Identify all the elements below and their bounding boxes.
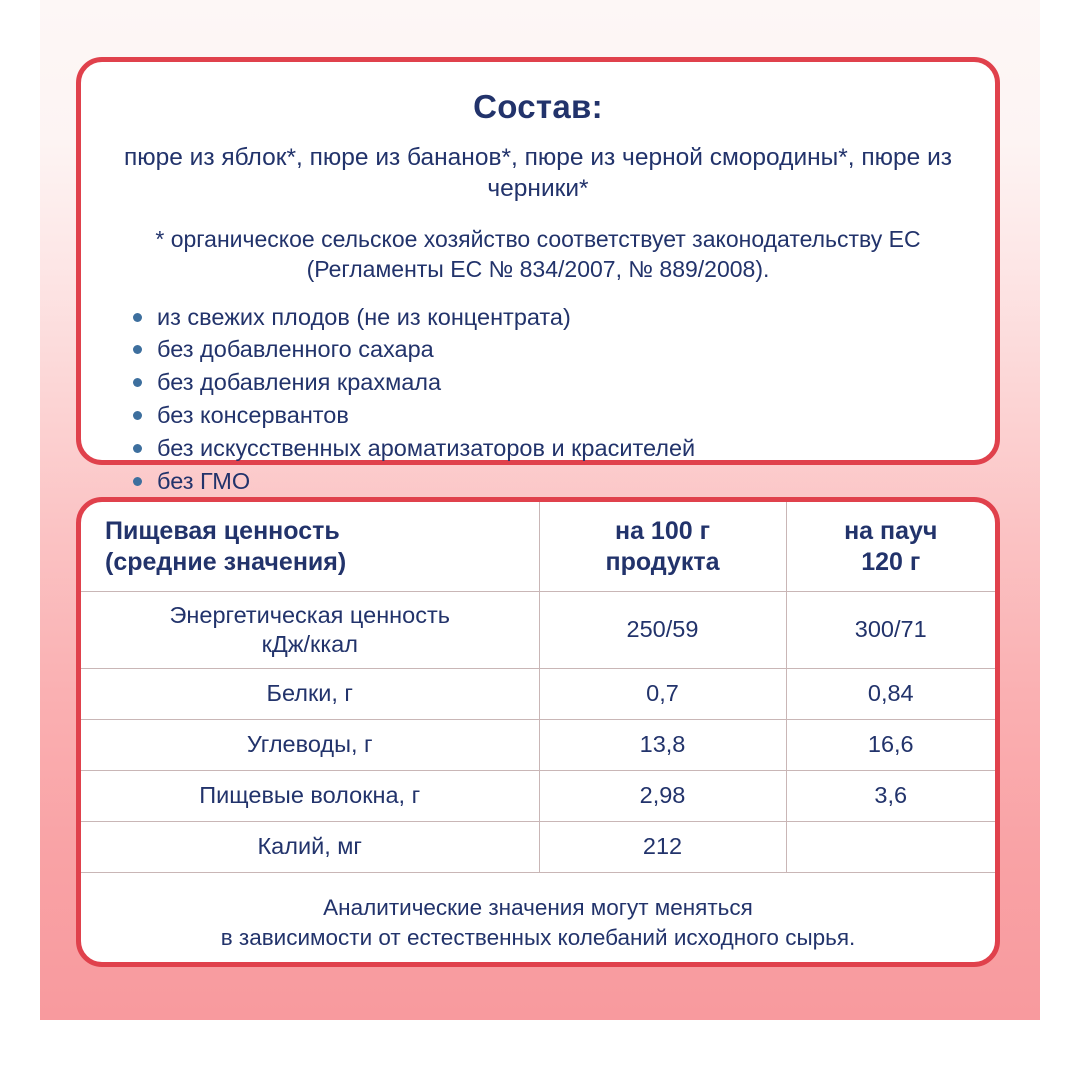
cell-nutrient-name: Калий, мг <box>81 822 539 873</box>
nutrition-footnote <box>81 873 995 953</box>
cell-per-pouch: 3,6 <box>786 771 995 822</box>
column-header-per-100g <box>539 502 786 592</box>
list-item <box>81 366 995 399</box>
nutrient-name-line-1: Энергетическая ценность <box>169 601 450 628</box>
column-header-per-pouch-line-2: 120 г <box>861 547 921 576</box>
column-header-per-pouch-line-1: на пауч <box>844 517 938 545</box>
list-item <box>81 301 995 334</box>
table-row <box>81 592 995 669</box>
nutrient-name-line-2: кДж/ккал <box>261 631 358 657</box>
composition-title: Состав: <box>473 88 603 125</box>
cell-nutrient-name <box>81 592 539 669</box>
table-row <box>81 720 995 771</box>
column-header-per-pouch <box>786 502 995 592</box>
cell-nutrient-name: Пищевые волокна, г <box>81 771 539 822</box>
list-item <box>81 399 995 432</box>
cell-nutrient-name: Белки, г <box>81 669 539 720</box>
nutrition-table-body <box>81 592 995 873</box>
nutrition-table <box>81 502 995 873</box>
list-item <box>81 432 995 465</box>
bullet-dot-icon <box>133 378 142 387</box>
claim-text: без ГМО <box>157 467 251 494</box>
nutrition-footnote-line-2: в зависимости от естественных колебаний исходного сырья. <box>220 925 856 951</box>
column-header-per-100g-line-2: продукта <box>605 547 720 576</box>
cell-per-pouch: 0,84 <box>786 669 995 720</box>
cell-per-pouch: 300/71 <box>786 592 995 669</box>
list-item <box>81 465 995 498</box>
cell-per-pouch: 16,6 <box>786 720 995 771</box>
bullet-dot-icon <box>133 411 142 420</box>
composition-organic-note <box>81 225 995 285</box>
claim-text: из свежих плодов (не из концентрата) <box>157 303 571 330</box>
cell-nutrient-name: Углеводы, г <box>81 720 539 771</box>
table-header-row <box>81 502 995 592</box>
nutrition-card <box>76 497 1000 967</box>
claim-text: без добавления крахмала <box>157 369 442 396</box>
organic-note-line-2: (Регламенты ЕС № 834/2007, № 889/2008). <box>306 255 770 282</box>
table-row <box>81 822 995 873</box>
organic-note-line-1: * органическое сельское хозяйство соответствует законодательству ЕС <box>155 225 921 252</box>
table-row <box>81 669 995 720</box>
claim-text: без искусственных ароматизаторов и красителей <box>157 435 696 462</box>
composition-ingredients: пюре из яблок*, пюре из бананов*, пюре из черной смородины*, пюре из черники* <box>123 144 953 203</box>
nutrition-table-head <box>81 502 995 592</box>
composition-claims-list <box>81 301 995 498</box>
cell-per-100g: 2,98 <box>539 771 786 822</box>
column-header-nutrient-line-1: Пищевая ценность <box>105 517 340 545</box>
bullet-dot-icon <box>133 313 142 322</box>
list-item <box>81 333 995 366</box>
bullet-dot-icon <box>133 477 142 486</box>
column-header-per-100g-line-1: на 100 г <box>614 517 711 545</box>
table-row <box>81 771 995 822</box>
cell-per-100g: 250/59 <box>539 592 786 669</box>
composition-card <box>76 57 1000 494</box>
claim-text: без добавленного сахара <box>157 336 434 363</box>
nutrition-footnote-line-1: Аналитические значения могут меняться <box>323 895 753 920</box>
cell-per-100g: 212 <box>539 822 786 873</box>
cell-per-100g: 0,7 <box>539 669 786 720</box>
bullet-dot-icon <box>133 444 142 453</box>
claim-text: без консервантов <box>157 402 349 429</box>
column-header-nutrient <box>81 502 539 592</box>
cell-per-100g: 13,8 <box>539 720 786 771</box>
bullet-dot-icon <box>133 345 142 354</box>
column-header-nutrient-line-2: (средние значения) <box>105 547 347 576</box>
cell-per-pouch <box>786 822 995 873</box>
